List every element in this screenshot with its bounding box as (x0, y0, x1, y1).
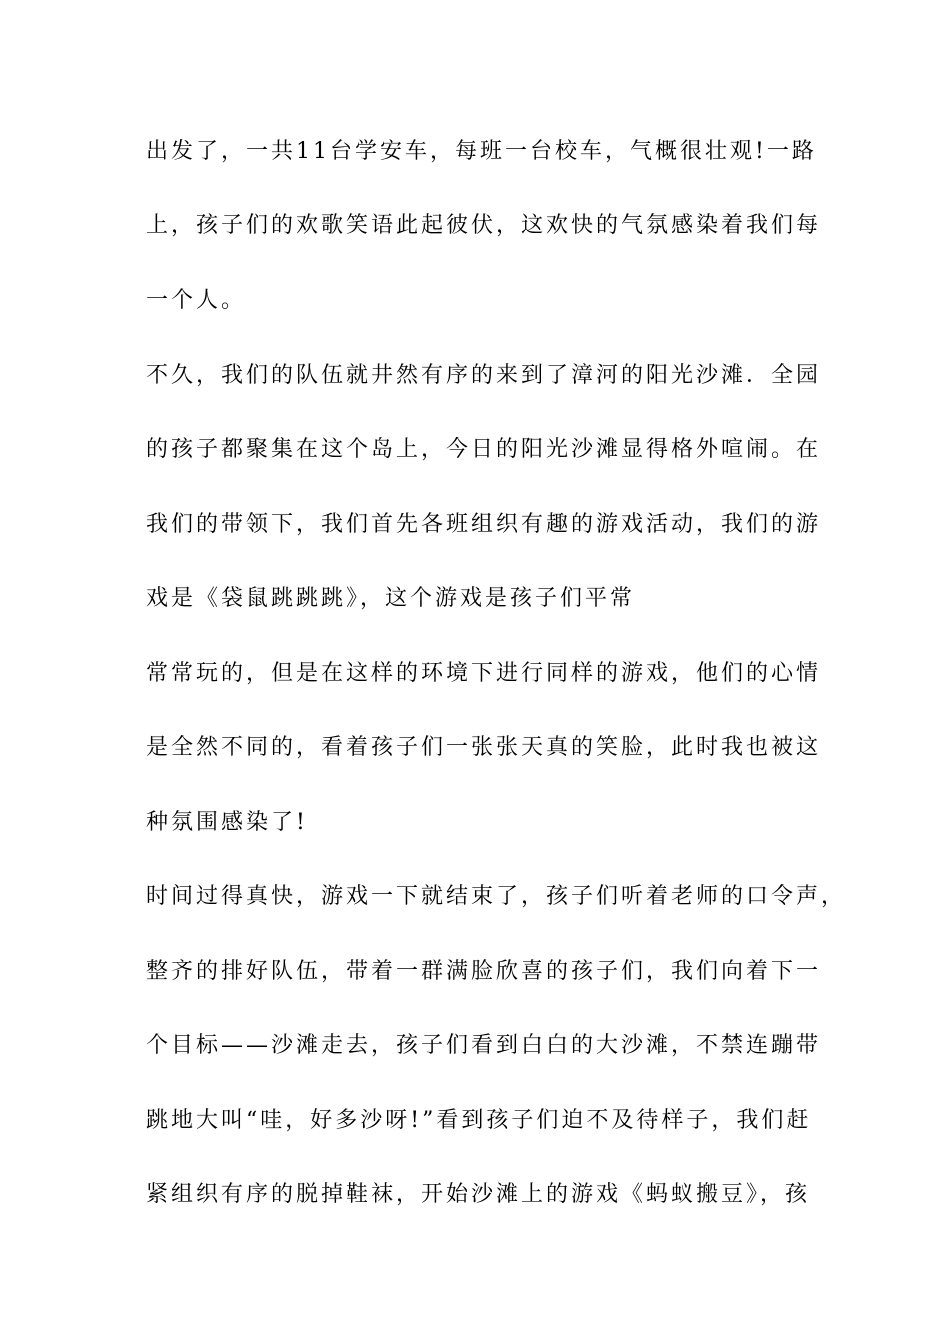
text-line: 上，孩子们的欢歌笑语此起彼伏，这欢快的气氛感染着我们每 (146, 213, 822, 238)
text-line: 整齐的排好队伍，带着一群满脸欣喜的孩子们，我们向着下一 (146, 959, 822, 984)
text-line: 个目标——沙滩走去，孩子们看到白白的大沙滩，不禁连蹦带 (146, 1033, 822, 1058)
text-line: 是全然不同的，看着孩子们一张张天真的笑脸，此时我也被这 (146, 735, 822, 760)
text-line: 常常玩的，但是在这样的环境下进行同样的游戏，他们的心情 (146, 661, 822, 686)
text-line: 的孩子都聚集在这个岛上，今日的阳光沙滩显得格外喧闹。在 (146, 437, 822, 462)
text-line: 我们的带领下，我们首先各班组织有趣的游戏活动，我们的游 (146, 512, 822, 537)
text-line: 戏是《袋鼠跳跳跳》，这个游戏是孩子们平常 (146, 586, 636, 611)
text-line: 紧组织有序的脱掉鞋袜，开始沙滩上的游戏《蚂蚁搬豆》，孩 (146, 1182, 811, 1207)
text-line: 不久，我们的队伍就井然有序的来到了漳河的阳光沙滩．全园 (146, 363, 822, 388)
text-line: 种氛围感染了! (146, 810, 308, 835)
text-line: 时间过得真快，游戏一下就结束了，孩子们听着老师的口令声， (146, 884, 847, 909)
text-line: 跳地大叫“哇，好多沙呀!”看到孩子们迫不及待样子，我们赶 (146, 1108, 812, 1133)
text-line: 出发了，一共11台学安车，每班一台校车，气概很壮观!一路 (146, 139, 817, 164)
text-line: 一个人。 (146, 288, 247, 313)
